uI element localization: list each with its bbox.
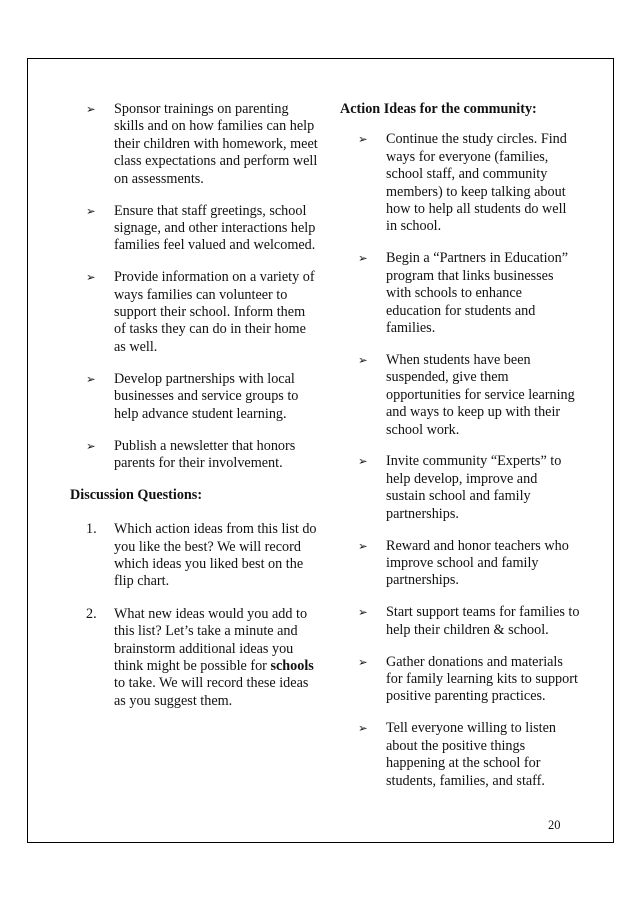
list-item-text: Tell everyone willing to listen about the positive things happening at the school for students, families, and staff. <box>386 720 557 789</box>
question-number: 1. <box>86 521 97 538</box>
left-column <box>70 101 320 725</box>
right-column <box>340 101 580 804</box>
list-item <box>358 131 580 235</box>
list-item <box>358 538 580 590</box>
question-text: Which action ideas from this list do you like the best? We will record which ideas you liked best on the flip chart. <box>114 521 317 590</box>
arrow-bullet-icon: ➢ <box>358 251 368 266</box>
list-item-text: Invite community “Experts” to help develop, improve and sustain school and family partnerships. <box>386 453 562 522</box>
list-item <box>358 654 580 706</box>
list-item-text: Begin a “Partners in Education” program that links businesses with schools to enhance education for students and families. <box>386 250 569 336</box>
arrow-bullet-icon: ➢ <box>358 132 368 147</box>
list-item-text: Publish a newsletter that honors parents for their involvement. <box>114 437 296 471</box>
list-item <box>86 371 320 423</box>
discussion-heading: Discussion Questions: <box>70 486 203 503</box>
question-text: What new ideas would you add to this list? Let’s take a minute and brainstorm additional ideas you think might be possible for <box>114 605 308 675</box>
list-item <box>86 438 320 473</box>
list-item-text: Continue the study circles. Find ways for everyone (families, school staff, and community members) to keep talking about how to help all students do well in school. <box>386 131 567 235</box>
list-item <box>86 269 320 356</box>
list-item <box>358 352 580 439</box>
list-item-text: Reward and honor teachers who improve school and family partnerships. <box>386 537 569 589</box>
arrow-bullet-icon: ➢ <box>358 454 368 469</box>
list-item <box>86 203 320 255</box>
arrow-bullet-icon: ➢ <box>358 605 368 620</box>
page-number: 20 <box>548 818 561 832</box>
list-item-text: Develop partnerships with local businesses and service groups to help advance student learning. <box>114 370 299 422</box>
arrow-bullet-icon: ➢ <box>86 270 96 285</box>
arrow-bullet-icon: ➢ <box>86 102 96 116</box>
question-item <box>86 606 320 710</box>
list-item <box>358 720 580 790</box>
list-item-text: When students have been suspended, give them opportunities for service learning and ways to keep up with their school work. <box>386 351 575 438</box>
arrow-bullet-icon: ➢ <box>358 538 368 553</box>
arrow-bullet-icon: ➢ <box>358 352 368 367</box>
list-item-text: Provide information on a variety of ways families can volunteer to support their school. Inform them of tasks they can do in their home as well. <box>114 269 315 355</box>
list-item-text: Sponsor trainings on parenting skills and on how families can help their children with homework, meet class expectations and perform well on assessments. <box>114 101 318 187</box>
question-text-end: to take. We will record these ideas as you suggest them. <box>114 675 309 709</box>
list-item <box>86 101 320 188</box>
list-item-text: Ensure that staff greetings, school signage, and other interactions help families feel valued and welcomed. <box>114 202 316 254</box>
question-item <box>86 521 320 591</box>
question-number: 2. <box>86 605 97 622</box>
community-heading: Action Ideas for the community: <box>340 101 537 117</box>
arrow-bullet-icon: ➢ <box>358 654 368 669</box>
question-bold-word: schools <box>270 658 314 675</box>
arrow-bullet-icon: ➢ <box>86 438 96 453</box>
list-item-text: Gather donations and materials for family learning kits to support positive parenting practices. <box>386 653 578 705</box>
list-item <box>358 604 580 639</box>
arrow-bullet-icon: ➢ <box>86 371 96 386</box>
list-item-text: Start support teams for families to help their children & school. <box>386 604 580 638</box>
arrow-bullet-icon: ➢ <box>86 203 96 218</box>
arrow-bullet-icon: ➢ <box>358 721 368 736</box>
list-item <box>358 250 580 337</box>
list-item <box>358 453 580 523</box>
